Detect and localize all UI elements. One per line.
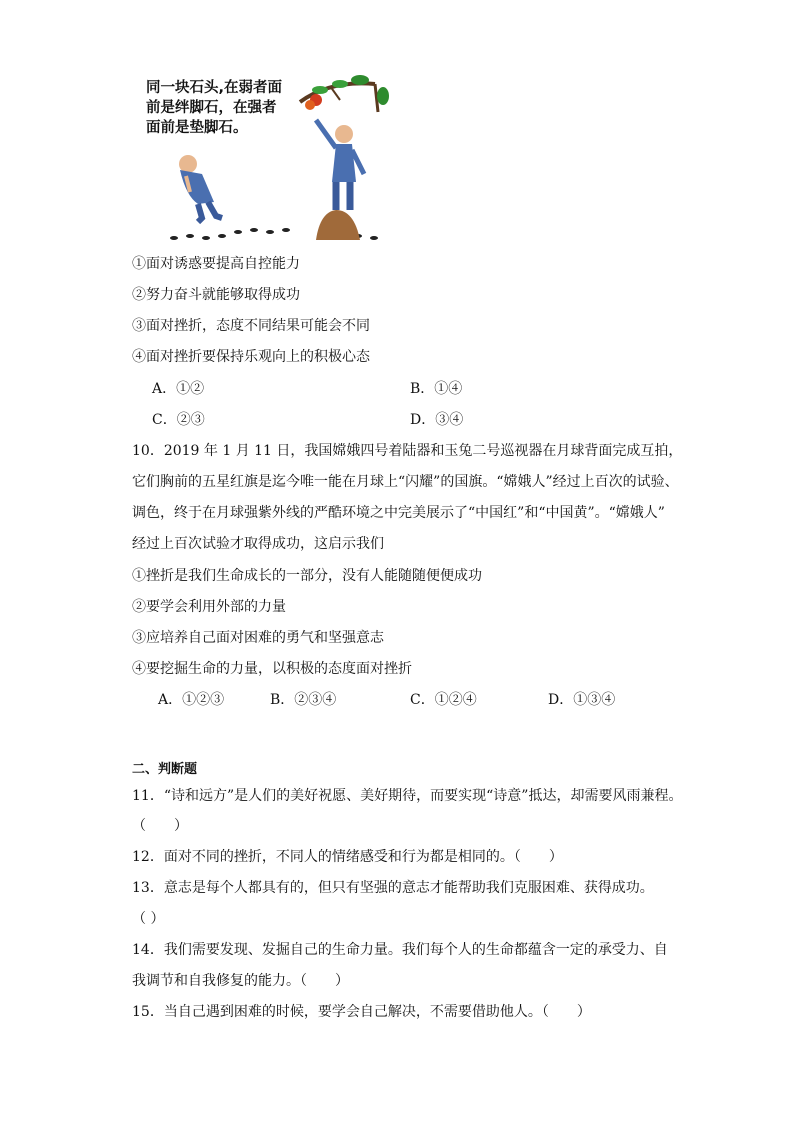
- q14-text: 14．我们需要发现、发掘自己的生命力量。我们每个人的生命都蕴含一定的承受力、自: [132, 942, 668, 958]
- q9-option-b[interactable]: B．①④: [410, 381, 463, 397]
- q9-option-c[interactable]: C．②③: [152, 412, 205, 428]
- q10-statement-4: ④要挖掘生命的力量，以积极的态度面对挫折: [132, 661, 412, 677]
- q11-text: 11．“诗和远方”是人们的美好祝愿、美好期待，而要实现“诗意”抵达，却需要风雨兼程。: [132, 788, 683, 804]
- q10-stem-line: 它们胸前的五星红旗是迄今唯一能在月球上“闪耀”的国旗。“嫦娥人”经过上百次的试验、: [132, 474, 679, 490]
- cartoon-illustration: [140, 72, 390, 244]
- q10-statement-2: ②要学会利用外部的力量: [132, 599, 286, 615]
- q10-stem-line: 10．2019 年 1 月 11 日，我国嫦娥四号着陆器和玉兔二号巡视器在月球背面完成互拍，: [132, 443, 683, 459]
- q9-statement-2: ②努力奋斗就能够取得成功: [132, 287, 300, 303]
- q11-answer-blank[interactable]: （ ）: [132, 818, 188, 834]
- q10-option-d[interactable]: D．①③④: [548, 692, 616, 708]
- q10-stem-line: 调色，终于在月球强紫外线的严酷环境之中完美展示了“中国红”和“中国黄”。“嫦娥人”: [132, 505, 665, 521]
- q9-statement-3: ③面对挫折，态度不同结果可能会不同: [132, 318, 370, 334]
- q15-text: 15．当自己遇到困难的时候，要学会自己解决，不需要借助他人。（ ）: [132, 1004, 591, 1020]
- q10-statement-3: ③应培养自己面对困难的勇气和坚强意志: [132, 630, 384, 646]
- q9-option-a[interactable]: A．①②: [152, 381, 205, 397]
- q10-option-a[interactable]: A．①②③: [158, 692, 225, 708]
- q10-stem-line: 经过上百次试验才取得成功，这启示我们: [132, 536, 384, 552]
- q10-statement-1: ①挫折是我们生命成长的一部分，没有人能随随便便成功: [132, 568, 482, 584]
- cartoon-caption-line: 面前是垫脚石。: [146, 120, 248, 136]
- cartoon-caption-line: 同一块石头,在弱者面: [146, 80, 283, 96]
- q10-option-c[interactable]: C．①②④: [410, 692, 477, 708]
- cartoon-caption-line: 前是绊脚石，在强者: [146, 100, 277, 116]
- q9-option-d[interactable]: D．③④: [410, 412, 464, 428]
- q9-statement-4: ④面对挫折要保持乐观向上的积极心态: [132, 349, 370, 365]
- q12-text: 12．面对不同的挫折，不同人的情绪感受和行为都是相同的。（ ）: [132, 849, 563, 865]
- q10-option-b[interactable]: B．②③④: [270, 692, 337, 708]
- section-heading: 二、判断题: [132, 762, 198, 777]
- q14-text: 我调节和自我修复的能力。（ ）: [132, 973, 349, 989]
- q9-statement-1: ①面对诱惑要提高自控能力: [132, 256, 300, 272]
- q13-text: 13．意志是每个人都具有的，但只有坚强的意志才能帮助我们克服困难、获得成功。: [132, 880, 654, 896]
- q13-answer-blank[interactable]: （ ）: [132, 911, 165, 927]
